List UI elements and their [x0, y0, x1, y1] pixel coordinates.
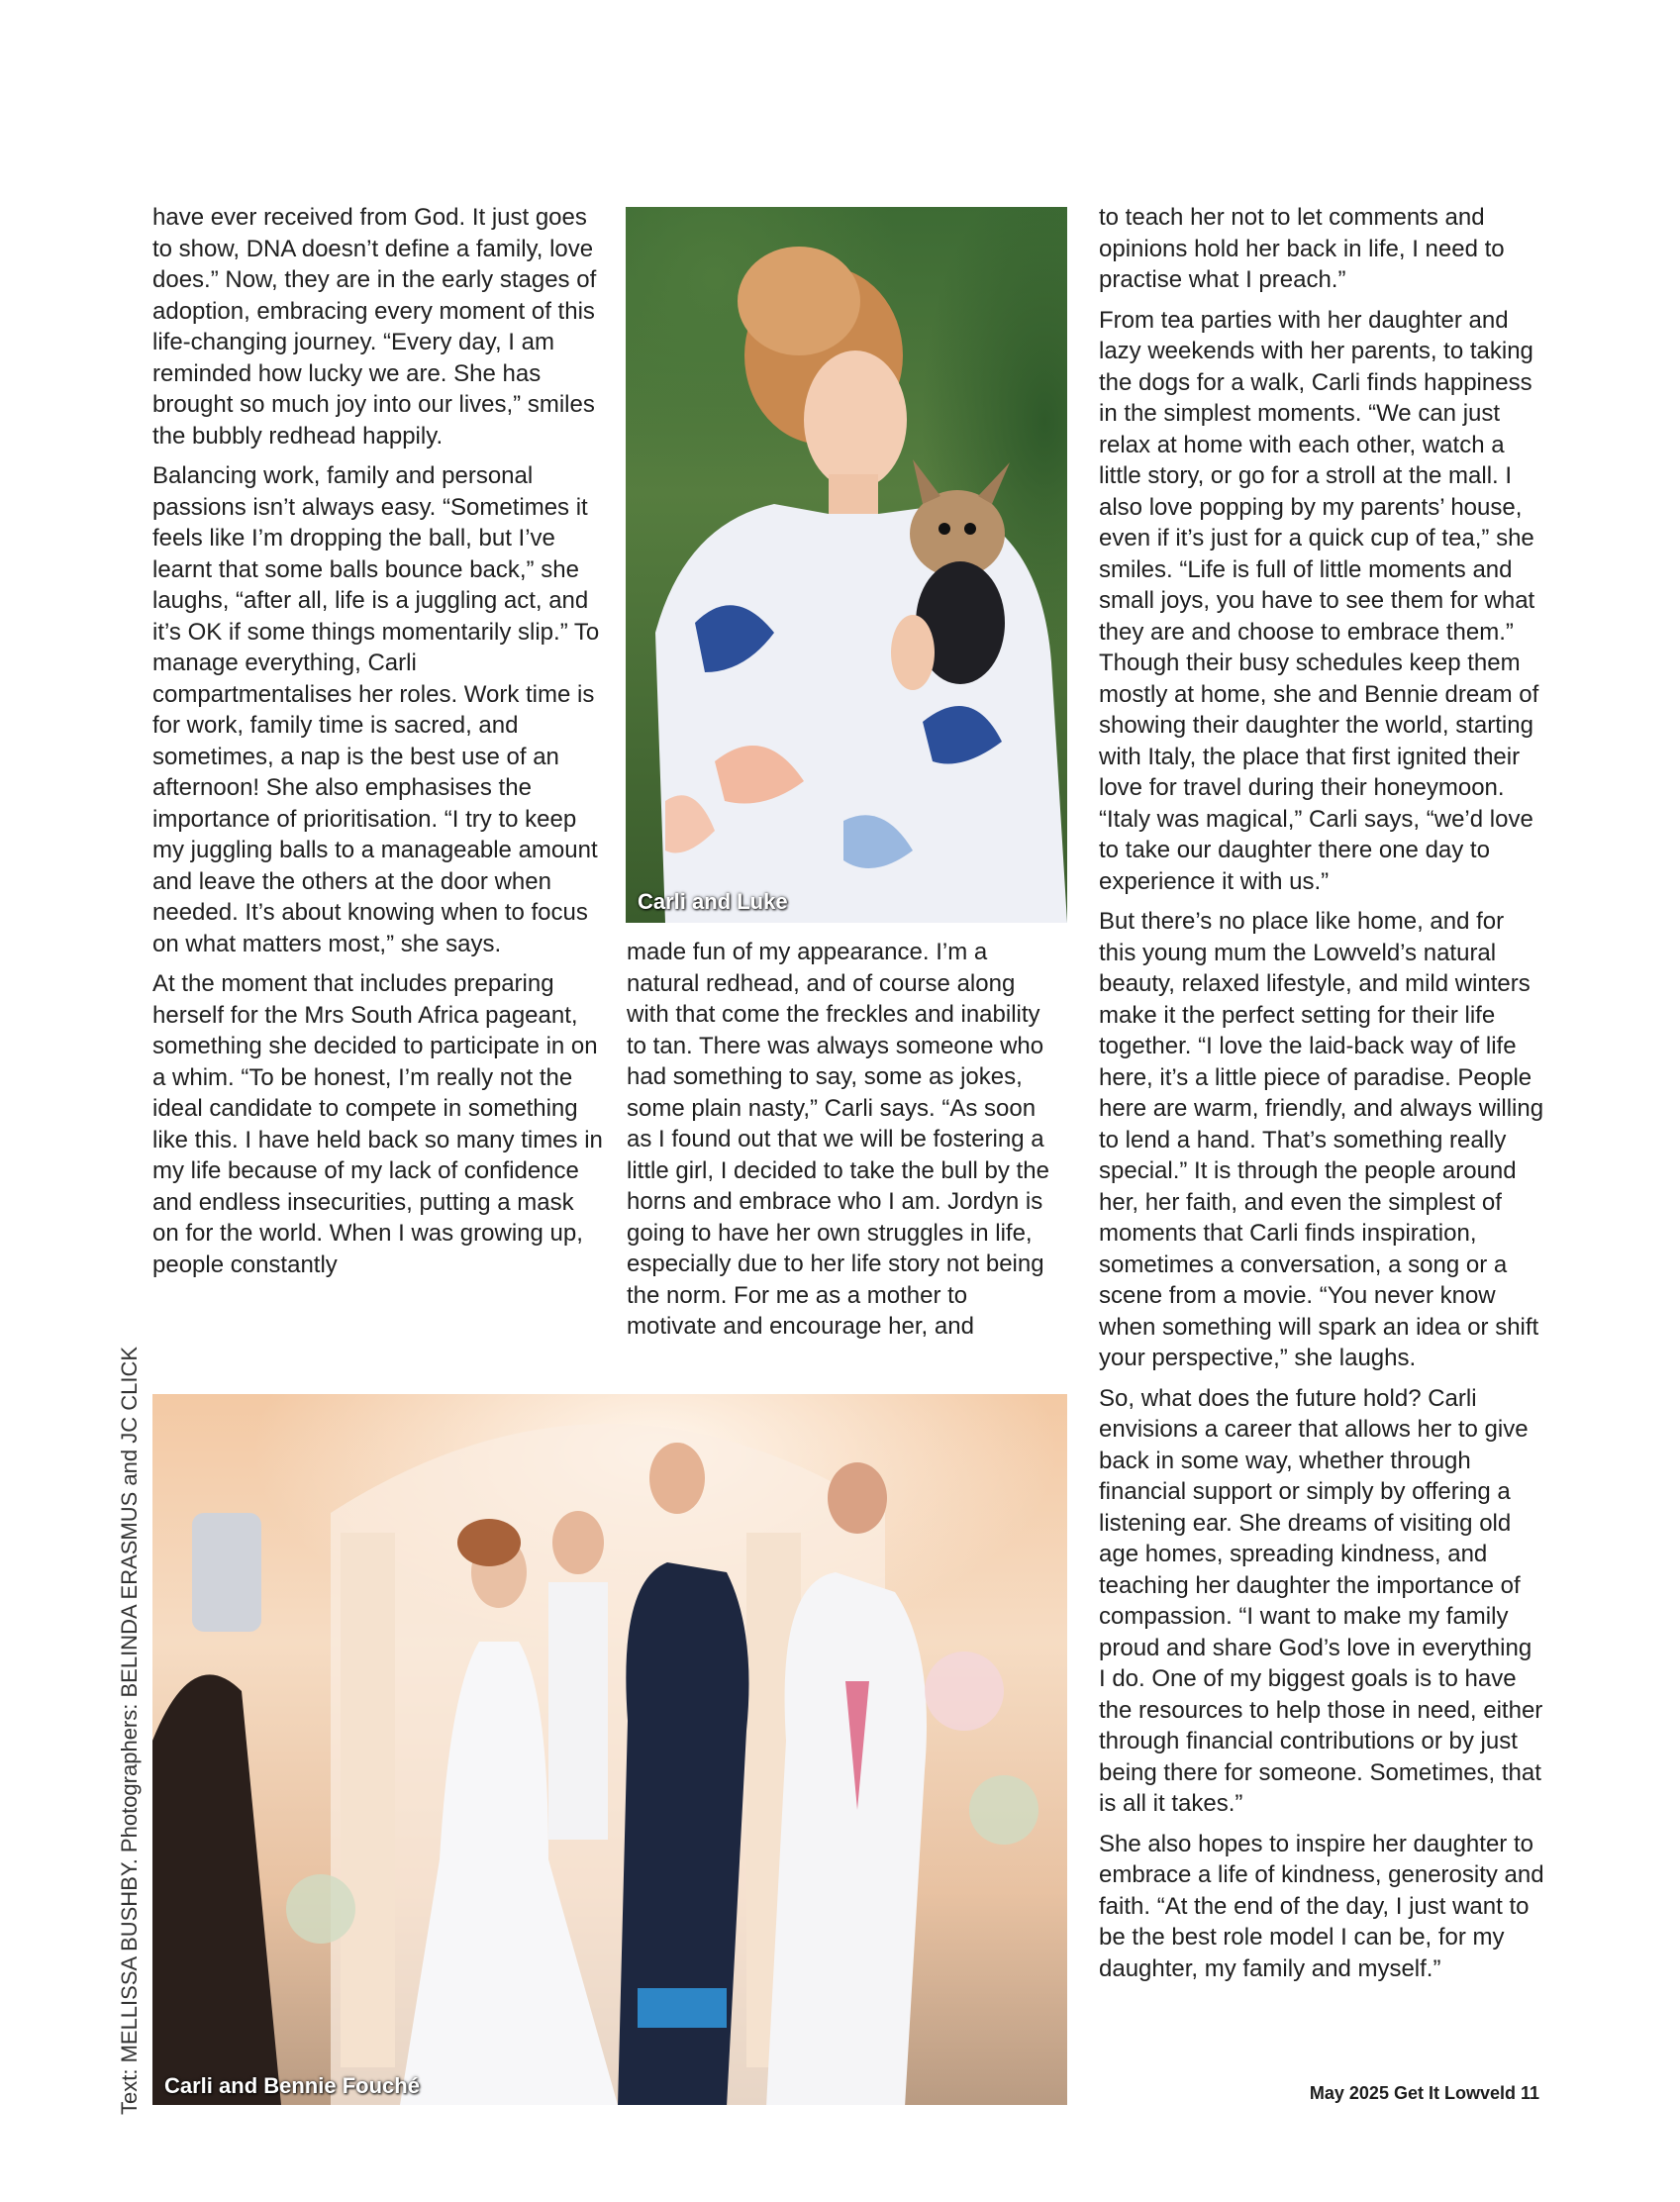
article-column-2 — [627, 937, 1062, 1351]
paragraph: So, what does the future hold? Carli envisions a career that allows her to give back in some way, whether through financial support or simply by offering a listening ear. She dreams of visiting old age homes, spreading kindness, and teaching her daughter the importance of compassion. “I want to make my family proud and share God’s love in everything I do. One of my biggest goals is to have the resources to help those in need, either through financial contributions or by just being there for someone. Sometimes, that is all it takes.” — [1099, 1384, 1543, 1817]
paragraph: Balancing work, family and personal passions isn’t always easy. “Sometimes it feels like I’m dropping the ball, but I’ve learnt that some balls bounce back,” she laughs, “after all, life is a juggling act, and it’s OK if some things momentarily slip.” To manage everything, Carli compartmentalises her roles. Work time is for work, family time is sacred, and sometimes, a nap is the best use of an afternoon! She also emphasises the importance of prioritisation. “I try to keep my juggling balls to a manageable amount and leave the others at the door when needed. It’s about knowing when to focus on what matters most,” she says. — [152, 462, 600, 957]
photo-illustration — [152, 1394, 1067, 2105]
paragraph: At the moment that includes preparing herself for the Mrs South Africa pageant, something she decided to participate in on a whim. “To be honest, I’m really not the ideal candidate to compete in something like this. I have held back so many times in my life because of my lack of confidence and endless insecurities, putting a mask on for the world. When I was growing up, people constantly — [152, 970, 603, 1278]
paragraph: made fun of my appearance. I’m a natural redhead, and of course along with that come the freckles and inability to tan. There was always someone who had something to say, some as jokes, some plain nasty,” Carli says. “As soon as I found out that we will be fostering a little girl, I decided to take the bull by the horns and embrace who I am. Jordyn is going to have her own struggles in life, especially due to her life story not being the norm. For me as a mother to motivate and encourage her, and — [627, 939, 1049, 1340]
photo-wedding-ceremony — [152, 1394, 1067, 2105]
article-column-3 — [1099, 202, 1544, 1993]
photo-carli-and-luke — [626, 207, 1067, 923]
paragraph: have ever received from God. It just goes to show, DNA doesn’t define a family, love does.” Now, they are in the early stages of adoption, embracing every moment of this life-changing journey. “Every day, I am reminded how lucky we are. She has brought so much joy into our lives,” smiles the bubbly redhead happily. — [152, 204, 597, 450]
photo-caption: Carli and Luke — [638, 889, 788, 914]
photo-illustration — [626, 207, 1067, 923]
page-footer: May 2025 Get It Lowveld 11 — [1309, 2083, 1539, 2103]
paragraph: to teach her not to let comments and opinions hold her back in life, I need to practise what I preach.” — [1099, 204, 1505, 293]
photo-caption: Carli and Bennie Fouché — [164, 2073, 420, 2098]
photo-credit: Text: MELLISSA BUSHBY. Photographers: BELINDA ERASMUS and JC CLICK — [117, 1346, 142, 2115]
article-column-1 — [152, 202, 603, 1289]
paragraph: From tea parties with her daughter and lazy weekends with her parents, to taking the dogs for a walk, Carli finds happiness in the simplest moments. “We can just relax at home with each other, watch a little story, or go for a stroll at the mall. I also love popping by my parents’ house, even if it’s just for a quick cup of tea,” she smiles. “Life is full of little moments and small joys, you have to see them for what they are and choose to embrace them.” Though their busy schedules keep them mostly at home, she and Bennie dream of showing their daughter the world, starting with Italy, the place that first ignited their love for travel during their honeymoon. “Italy was magical,” Carli says, “we’d love to take our daughter there one day to experience it with us.” — [1099, 306, 1539, 895]
paragraph: But there’s no place like home, and for this young mum the Lowveld’s natural beauty, relaxed lifestyle, and mild winters make it the perfect setting for their life together. “I love the laid-back way of life here, it’s a little piece of paradise. People here are warm, friendly, and always willing to lend a hand. That’s something really special.” It is through the people around her, her faith, and even the simplest of moments that Carli finds inspiration, sometimes a conversation, a song or a scene from a movie. “You never know when something will spark an idea or shift your perspective,” she laughs. — [1099, 908, 1544, 1371]
paragraph: She also hopes to inspire her daughter to embrace a life of kindness, generosity and faith. “At the end of the day, I just want to be the best role model I can be, for my daughter, my family and myself.” — [1099, 1830, 1544, 1982]
